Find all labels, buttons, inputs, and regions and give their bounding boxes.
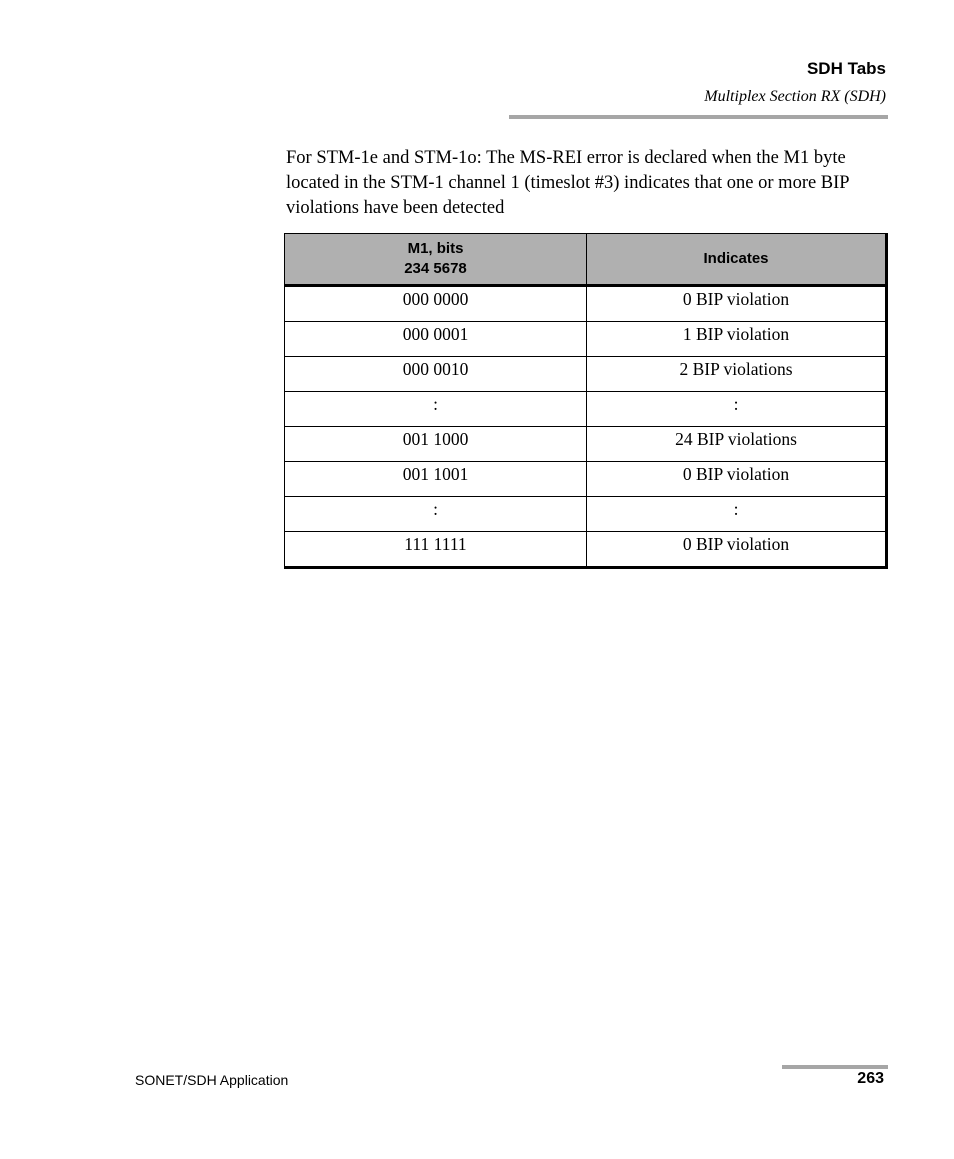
table-row [285, 532, 887, 568]
cell-bits: : [285, 497, 587, 532]
table-row [285, 392, 887, 427]
cell-bits: 001 1000 [285, 427, 587, 462]
cell-bits: : [285, 392, 587, 427]
table-row [285, 497, 887, 532]
table-header-row [285, 234, 887, 286]
cell-bits: 000 0001 [285, 322, 587, 357]
cell-indicates: 0 BIP violation [587, 462, 887, 497]
cell-indicates: 24 BIP violations [587, 427, 887, 462]
cell-bits: 111 1111 [285, 532, 587, 568]
footer-document-title: SONET/SDH Application [135, 1072, 289, 1088]
cell-indicates: 0 BIP violation [587, 286, 887, 322]
section-title: SDH Tabs [806, 59, 886, 78]
column-header-bits-line2: 234 5678 [404, 260, 467, 277]
table-row [285, 357, 887, 392]
section-subtitle: Multiplex Section RX (SDH) [704, 88, 886, 105]
page-number: 263 [857, 1070, 884, 1087]
cell-indicates: 1 BIP violation [587, 322, 887, 357]
column-header-bits [285, 234, 587, 286]
cell-indicates: 2 BIP violations [587, 357, 887, 392]
cell-bits: 000 0000 [285, 286, 587, 322]
cell-indicates: : [587, 392, 887, 427]
cell-bits: 001 1001 [285, 462, 587, 497]
table-row [285, 462, 887, 497]
cell-indicates: 0 BIP violation [587, 532, 887, 568]
intro-paragraph: For STM-1e and STM-1o: The MS-REI error is declared when the M1 byte located in the STM-1 channel 1 (timeslot #3) indicates that one or more BIP violations have been detected [286, 148, 849, 218]
table-row [285, 322, 887, 357]
column-header-bits-line1: M1, bits [407, 240, 464, 257]
cell-indicates: : [587, 497, 887, 532]
header-divider [509, 115, 888, 119]
table-row [285, 286, 887, 322]
column-header-indicates: Indicates [587, 234, 887, 286]
table-row [285, 427, 887, 462]
m1-bits-table [284, 233, 888, 569]
cell-bits: 000 0010 [285, 357, 587, 392]
